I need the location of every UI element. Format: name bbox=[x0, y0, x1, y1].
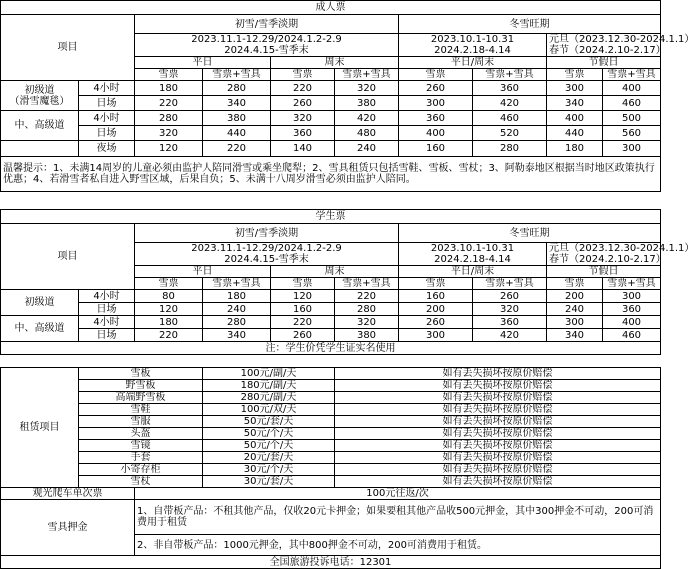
student-title: 学生票 bbox=[1, 210, 661, 224]
table-row: 初级道 4小时 80 180 120 220 160 260 200 300 bbox=[1, 290, 661, 303]
col-header: 雪票 bbox=[399, 69, 473, 81]
student-weekend-header: 周末 bbox=[271, 266, 399, 278]
table-row: 雪镜 50元/个/天 如有丢失损坏按原价赔偿 bbox=[1, 440, 661, 452]
shuttle-price: 100元往返/次 bbox=[135, 488, 661, 500]
table-row: 野雪板 180元/副/天 如有丢失损坏按原价赔偿 bbox=[1, 380, 661, 392]
table-row: 雪杖 30元/套/天 如有丢失损坏按原价赔偿 bbox=[1, 476, 661, 488]
col-header: 雪票+雪具 bbox=[335, 69, 399, 81]
adult-weekend-header: 周末 bbox=[271, 57, 399, 69]
student-weekday-header: 平日 bbox=[135, 266, 271, 278]
tips-text: 温馨提示：1、未满14周岁的儿童必须由监护人陪同滑雪或乘坐爬犁；2、雪具租赁只包括雪鞋、雪板、雪杖；3、阿勒泰地区根据当时地区政策执行优惠；4、若滑雪者私自进入野雪区域，后果自负；5、未满十八周岁滑雪必须由监护人陪同。 bbox=[1, 157, 661, 192]
adult-project-header: 项目 bbox=[1, 15, 135, 81]
table-row: 高端野雪板 280元/副/天 如有丢失损坏按原价赔偿 bbox=[1, 392, 661, 404]
table-row: 手套 20元/套/天 如有丢失损坏按原价赔偿 bbox=[1, 452, 661, 464]
student-peak-header: 冬雪旺期 bbox=[399, 224, 661, 243]
student-beginner-label: 初级道 bbox=[1, 290, 79, 316]
adult-offpeak-header: 初雪/雪季淡期 bbox=[135, 15, 399, 34]
deposit-label: 雪具押金 bbox=[1, 500, 135, 556]
col-header: 雪票 bbox=[271, 69, 335, 81]
adult-beginner-label: 初级道 （滑雪魔毯） bbox=[1, 81, 79, 111]
table-row: 中、高级道 4小时 180 280 220 320 260 360 300 400 bbox=[1, 316, 661, 329]
table-row: 夜场 120 220 140 240 160 280 180 300 bbox=[1, 141, 661, 157]
col-header: 雪票 bbox=[135, 69, 203, 81]
col-header: 雪票+雪具 bbox=[203, 278, 271, 290]
col-header: 雪票+雪具 bbox=[203, 69, 271, 81]
col-header: 雪票 bbox=[547, 69, 603, 81]
col-header: 雪票 bbox=[547, 278, 603, 290]
col-header: 雪票 bbox=[399, 278, 473, 290]
adult-midadv-label: 中、高级道 bbox=[1, 111, 79, 141]
student-project-header: 项目 bbox=[1, 224, 135, 290]
col-header: 雪票+雪具 bbox=[473, 69, 547, 81]
table-row: 雪服 50元/套/天 如有丢失损坏按原价赔偿 bbox=[1, 416, 661, 428]
adult-weekday-header: 平日 bbox=[135, 57, 271, 69]
student-note: 注：学生价凭学生证实名使用 bbox=[1, 342, 661, 355]
table-row: 租赁项目 雪板 100元/副/天 如有丢失损坏按原价赔偿 bbox=[1, 368, 661, 380]
adult-offpeak-dates: 2023.11.1-12.29/2024.1.2-2.9 2024.4.15-雪季末 bbox=[135, 34, 399, 57]
student-offpeak-header: 初雪/雪季淡期 bbox=[135, 224, 399, 243]
table-row: 中、高级道 4小时 280 380 320 420 360 460 400 500 bbox=[1, 111, 661, 126]
table-row: 日场 220 340 260 380 300 420 340 460 bbox=[1, 329, 661, 342]
table-row: 小寄存柜 30元/个/天 如有丢失损坏按原价赔偿 bbox=[1, 464, 661, 476]
student-peak-weekday-header: 平日/周末 bbox=[399, 266, 547, 278]
col-header: 雪票+雪具 bbox=[603, 278, 661, 290]
table-row: 日场 120 240 160 280 200 320 240 360 bbox=[1, 303, 661, 316]
col-header: 雪票+雪具 bbox=[473, 278, 547, 290]
table-row: 日场 320 440 360 480 400 520 440 560 bbox=[1, 126, 661, 141]
table-row: 初级道 （滑雪魔毯） 4小时 180 280 220 320 260 360 300 400 bbox=[1, 81, 661, 96]
adult-peak-header: 冬雪旺期 bbox=[399, 15, 661, 34]
adult-title: 成人票 bbox=[1, 1, 661, 15]
student-peak-dates: 2023.10.1-10.31 2024.2.18-4.14 bbox=[399, 243, 547, 266]
deposit-text-1: 1、自带板产品：不租其他产品，仅收20元卡押金；如果要租其他产品收500元押金，其中300押金不可动，200可消费用于租赁 bbox=[135, 500, 661, 535]
adult-peak-weekday-header: 平日/周末 bbox=[399, 57, 547, 69]
table-row: 日场 220 340 260 380 300 420 340 460 bbox=[1, 96, 661, 111]
student-midadv-label: 中、高级道 bbox=[1, 316, 79, 342]
adult-holiday-header: 节假日 bbox=[547, 57, 661, 69]
student-holiday-header: 节假日 bbox=[547, 266, 661, 278]
table-row: 头盔 50元/个/天 如有丢失损坏按原价赔偿 bbox=[1, 428, 661, 440]
table-row bbox=[1, 488, 661, 500]
deposit-text-2: 2、非自带板产品：1000元押金，其中800押金不可动，200可消费用于租赁。 bbox=[135, 535, 661, 556]
complaint-hotline: 全国旅游投诉电话：12301 bbox=[1, 556, 661, 569]
student-offpeak-dates: 2023.11.1-12.29/2024.1.2-2.9 2024.4.15-雪季末 bbox=[135, 243, 399, 266]
col-header: 雪票 bbox=[271, 278, 335, 290]
student-holiday-dates: 元旦（2023.12.30-2024.1.1） 春节（2024.2.10-2.17） bbox=[547, 243, 661, 266]
col-header: 雪票+雪具 bbox=[335, 278, 399, 290]
adult-holiday-dates: 元旦（2023.12.30-2024.1.1） 春节（2024.2.10-2.17） bbox=[547, 34, 661, 57]
shuttle-label: 观光爬车单次票 bbox=[1, 488, 135, 500]
table-row: 雪鞋 100元/双/天 如有丢失损坏按原价赔偿 bbox=[1, 404, 661, 416]
col-header: 雪票+雪具 bbox=[603, 69, 661, 81]
col-header: 雪票 bbox=[135, 278, 203, 290]
adult-peak-dates: 2023.10.1-10.31 2024.2.18-4.14 bbox=[399, 34, 547, 57]
rental-label: 租赁项目 bbox=[1, 368, 79, 488]
